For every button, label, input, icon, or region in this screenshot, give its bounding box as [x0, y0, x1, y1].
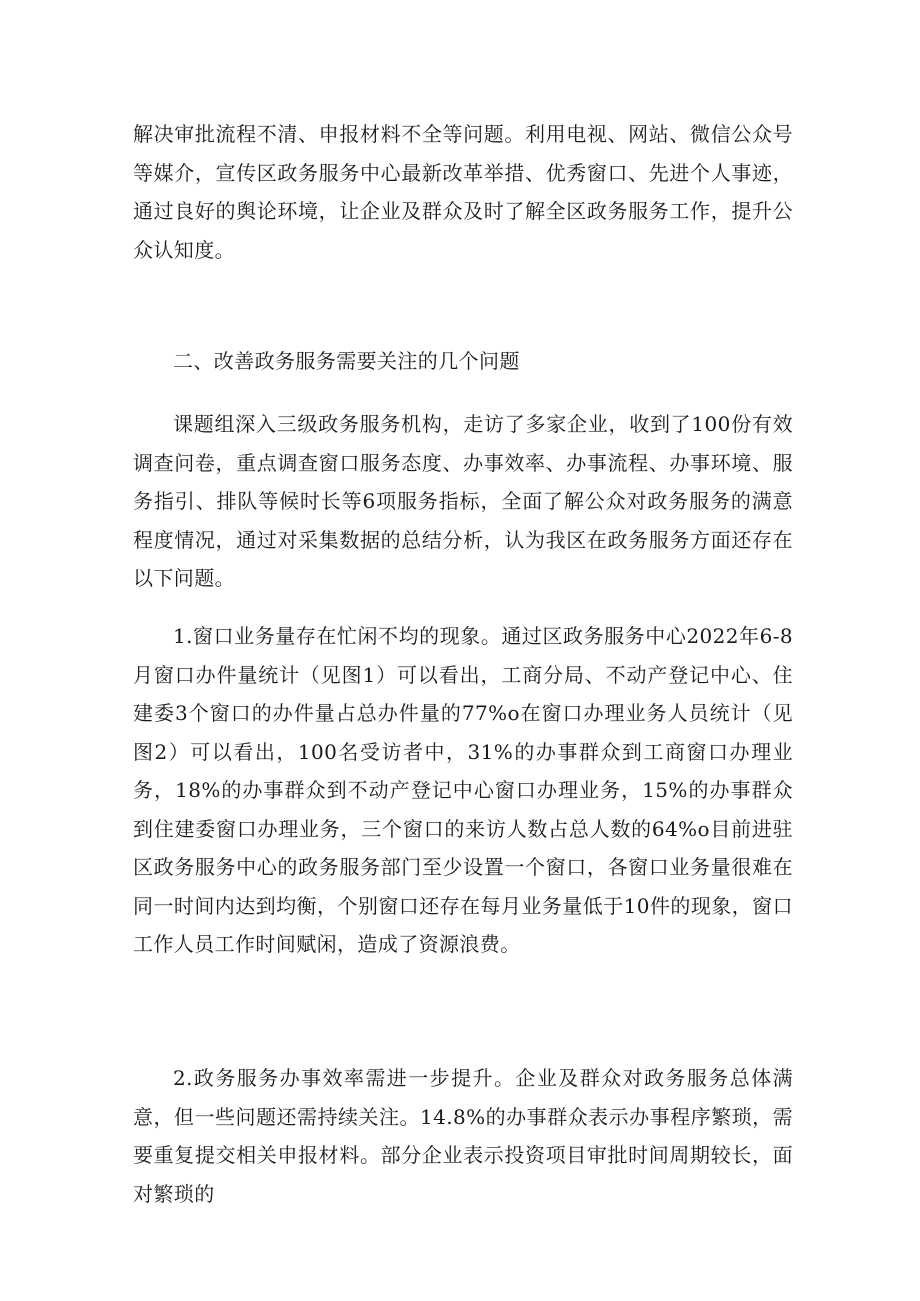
section-heading	[133, 342, 793, 381]
section-heading-text: 二、改善政务服务需要关注的几个问题	[173, 349, 520, 373]
paragraph-text: 解决审批流程不清、申报材料不全等问题。利用电视、网站、微信公众号等媒介，宣传区政务服务中心最新改革举措、优秀窗口、先进个人事迹，通过良好的舆论环境，让企业及群众及时了解全区政务服务工作，提升公众认知度。	[133, 122, 793, 262]
paragraph-text: 1.窗口业务量存在忙闲不均的现象。通过区政务服务中心2022年6-8月窗口办件量统计（见图1）可以看出，工商分局、不动产登记中心、住建委3个窗口的办件量占总办件量的77%o在窗口办理业务人员统计（见图2）可以看出，100名受访者中，31%的办事群众到工商窗口办理业务，18%的办事群众到不动产登记中心窗口办理业务，15%的办事群众到住建委窗口办理业务，三个窗口的来访人数占总人数的64%o目前进驻区政务服务中心的政务服务部门至少设置一个窗口，各窗口业务量很难在同一时间内达到均衡，个别窗口还存在每月业务量低于10件的现象，窗口工作人员工作时间赋闲，造成了资源浪费。	[133, 624, 793, 956]
paragraph-text: 课题组深入三级政务服务机构，走访了多家企业，收到了100份有效调查问卷，重点调查窗口服务态度、办事效率、办事流程、办事环境、服务指引、排队等候时长等6项服务指标，全面了解公众对政务服务的满意程度情况，通过对采集数据的总结分析，认为我区在政务服务方面还存在以下问题。	[133, 412, 793, 590]
paragraph-text: 2.政务服务办事效率需进一步提升。企业及群众对政务服务总体满意，但一些问题还需持续关注。14.8%的办事群众表示办事程序繁琐，需要重复提交相关申报材料。部分企业表示投资项目审批时间周期较长，面对繁琐的	[133, 1066, 793, 1206]
paragraph-survey	[133, 405, 793, 598]
paragraph-continued	[133, 115, 793, 269]
paragraph-item-1	[133, 617, 793, 964]
paragraph-item-2	[133, 1059, 793, 1213]
